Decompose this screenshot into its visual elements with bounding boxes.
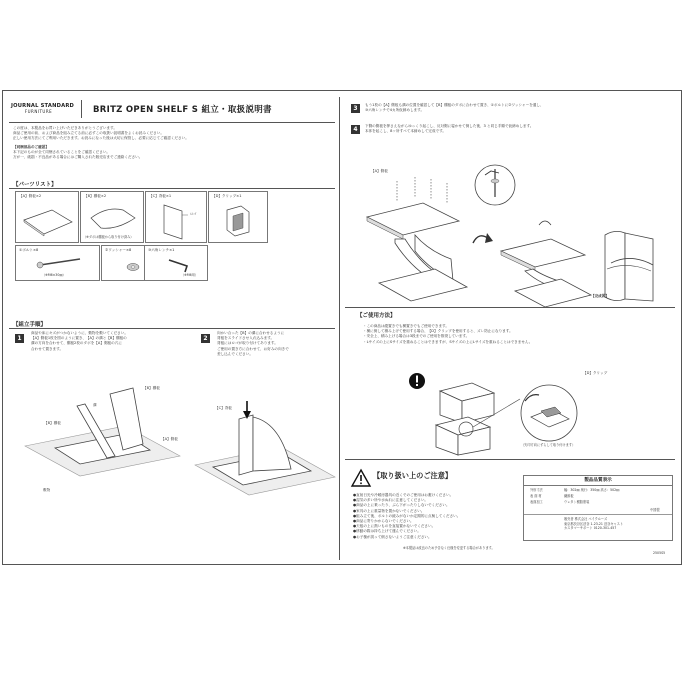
caution-line: ●商品に寄りかからないでください。 <box>353 519 414 524</box>
usage-line: ・Lサイズの上にSサイズを重ねることはできますが、Sサイズの上にLサイズを重ねることはできません。 <box>363 339 533 344</box>
step-line: 背板をスライドさせ入れ込みます。 <box>217 336 275 341</box>
spec-value: 繊維板 <box>564 494 574 498</box>
step-number: 2 <box>201 334 210 343</box>
caution-footer: ※本製品は改良のため予告なく仕様を変更する場合があります。 <box>403 546 495 550</box>
part-note: （※M6×30㎜） <box>42 273 66 277</box>
step-line: 【A】側板1枚を図のように置き、【A】の溝と【B】棚板の <box>31 336 127 341</box>
part-label: 【D】クリップ×1 <box>212 194 242 198</box>
step-2-illustration <box>191 391 341 501</box>
clip-zoom-illustration <box>515 381 585 443</box>
step-number: 1 <box>15 334 24 343</box>
part-label: 【A】側板×2 <box>19 194 42 198</box>
step-2-text <box>217 331 289 357</box>
step-line: 背板にはロゴが取り付けてあります。 <box>217 341 278 346</box>
caution-title: 【取り扱い上のご注意】 <box>373 471 453 480</box>
side-a-label: 【A】側板 <box>371 169 388 173</box>
spec-divider <box>524 514 672 515</box>
clip-note: （矢印方向にずらして取り付けます） <box>521 443 576 447</box>
step-line: 合わせて置きます。 <box>31 346 64 351</box>
parts-rule <box>9 188 335 189</box>
bolt-icon <box>36 257 86 269</box>
assembly-rule <box>9 328 335 329</box>
spec-origin: 中国製 <box>650 508 660 512</box>
caution-line: ●湿気の多い所や水ぬれに注意してください。 <box>353 498 429 503</box>
caution-line: ●家具の上に重量物を置かないでください。 <box>353 508 425 513</box>
step-line: 差し込んでください。 <box>217 351 253 356</box>
caution-rule-top <box>345 459 675 460</box>
back-c-label: 【C】背板 <box>215 406 232 410</box>
part-back-c <box>145 191 207 243</box>
part-clip-d <box>208 191 268 243</box>
clip-label: 【D】クリップ <box>583 371 608 375</box>
step-line: ③六角レンチで4カ所仮締めします。 <box>365 108 425 113</box>
step-line: 向かい合った【B】の溝に合わせるように <box>217 331 285 335</box>
caution-triangle-icon <box>351 469 371 487</box>
stacked-shelves-illustration <box>428 379 528 461</box>
usage-title: 【ご使用方法】 <box>357 313 396 319</box>
step-line: ご使用の置き方に合わせて、お好みの向きで <box>217 346 289 351</box>
usage-line: ・この商品は縦置きでも横置きでもご使用できます。 <box>363 324 449 328</box>
caution-line: ●移動の際は持ち上げて運んでください。 <box>353 529 421 534</box>
company-line: 販売者 株式会社 ベイクルーズ <box>564 517 608 521</box>
step-3-text <box>365 103 544 113</box>
logo-note: ロゴ <box>190 212 197 216</box>
intro-line: この度は、本製品をお買い上げいただきありがとうございます。 <box>13 126 117 130</box>
parts-title: 【パーツリスト】 <box>13 182 57 188</box>
side-a-label: 【A】側板 <box>161 437 178 441</box>
company-line: 東京都渋谷区渋谷 1-23-21 渋谷キャスト <box>564 521 624 526</box>
shelf-b-label: 【B】棚板 <box>44 421 61 425</box>
part-label: ③六角レンチ×1 <box>148 248 175 252</box>
caution-line: ●商品の上に乗ったり、ぶら下がったりしないでください。 <box>353 503 450 508</box>
caution-line: ●組み立て後、ボルトの緩みがないか定期的に点検してください。 <box>353 513 461 518</box>
spec-value: 幅：302㎜ 奥行：350㎜ 高さ：502㎜ <box>564 488 620 492</box>
step-number: 4 <box>351 125 360 134</box>
part-bolt <box>15 245 100 281</box>
usage-rule-top <box>345 307 675 308</box>
step-3-4-illustration <box>355 151 675 311</box>
usage-line: ・安全上、積み上げる場合は3段までのご使用を推奨しています。 <box>363 334 470 339</box>
side-panel-icon <box>22 206 74 238</box>
caution-line: ●直射日光や冷暖房器具の近くでのご使用はお避けください。 <box>353 493 454 497</box>
step-line: 本体を起こし、8ヶ所すべて本締めして完成です。 <box>365 129 446 134</box>
brand-sub: FURNITURE <box>24 109 53 114</box>
washer-icon <box>124 260 142 274</box>
step-line: 商品や床にキズがつかないように、敷物を敷いてください。 <box>31 331 128 335</box>
brand-name: JOURNAL STANDARD <box>11 103 75 109</box>
back-panel-icon <box>160 201 190 241</box>
confirm-title: 【同梱部品のご確認】 <box>13 144 49 149</box>
step-1-text <box>31 331 128 352</box>
caution-line: ●天板の上に熱いものを直接置かないでください。 <box>353 524 436 529</box>
confirm-line: 万が一、破損・不良品がある場合にはご購入された販売店までご連絡ください。 <box>13 155 143 160</box>
spec-title: 製品品質表示 <box>524 476 672 486</box>
part-note: （※ダボは棚板から取り付け済み） <box>83 235 134 239</box>
groove-label: 溝 <box>93 403 97 407</box>
spec-key: 表面加工 <box>530 500 543 504</box>
part-label: 【B】棚板×2 <box>84 194 107 198</box>
part-label: 【C】背板×1 <box>149 194 172 198</box>
usage-line: ・横に倒して積み上げて使用する場合、【D】クリップを使用すると、ズレ防止になります。 <box>363 329 513 334</box>
spec-key: 外形寸法 <box>530 488 543 492</box>
step-line: 溝の方向を合わせて、棚板2枚のダボを【A】側板の穴に <box>31 341 122 346</box>
spec-key: 表 面 材 <box>530 494 542 498</box>
instruction-sheet <box>2 90 682 565</box>
intro-text <box>13 126 189 160</box>
spec-box <box>523 475 673 541</box>
step-1-illustration <box>15 376 190 496</box>
part-wrench <box>144 245 208 281</box>
step-4-text <box>365 124 533 134</box>
shelf-board-icon <box>87 204 139 232</box>
spec-value: ウレタン樹脂塗装 <box>564 500 590 504</box>
part-shelf-b <box>80 191 144 243</box>
intro-line: 正しい使用方法にてご利用いただきます。お読みになった後は大切に保管し、必要に応じてご確認ください。 <box>13 136 189 141</box>
part-note: （※M6用） <box>181 273 199 277</box>
caution-line: ●お子様が誤って倒さないようご注意ください。 <box>353 534 432 539</box>
clip-icon <box>223 202 255 238</box>
step-line: もう1枚の【A】側板も溝の位置を確認して【B】棚板のダボに合わせて置き、①ボルトに②ワッシャーを通し、 <box>365 103 544 107</box>
header-divider <box>81 100 82 118</box>
column-divider <box>339 97 340 560</box>
company-line: カスタマーサポート 0120-301-457 <box>564 526 617 531</box>
part-label: ①ボルト×8 <box>19 248 39 252</box>
company-info <box>564 517 623 531</box>
doc-code: 2505S5 <box>653 551 666 555</box>
completed-label: 【完成図】 <box>591 294 609 298</box>
part-label: ②ワッシャー×8 <box>105 248 132 252</box>
assembly-title: 【組立手順】 <box>13 322 47 328</box>
confirm-line: 本下記のものが全て同梱されていることをご確認ください。 <box>13 149 111 154</box>
mat-label: 敷物 <box>43 488 51 492</box>
header-rule <box>9 122 335 123</box>
shelf-b-label: 【B】棚板 <box>143 386 160 390</box>
page-title: BRITZ OPEN SHELF S 組立・取扱説明書 <box>93 105 272 115</box>
step-line: 下側の側板を押さえながらゆっくり起こし、反対側に寝かせて倒した後、3 と同じ手順で仮締めします。 <box>365 124 534 128</box>
intro-line: 商品ご使用の前、および商品を組み立てる前に必ずこの取扱い説明書をよくお読みください。 <box>13 131 164 136</box>
usage-text <box>363 324 532 345</box>
caution-text <box>353 493 460 540</box>
step-number: 3 <box>351 104 360 113</box>
hex-wrench-icon <box>165 256 195 274</box>
part-side-a <box>15 191 79 243</box>
exclamation-icon <box>408 372 426 390</box>
